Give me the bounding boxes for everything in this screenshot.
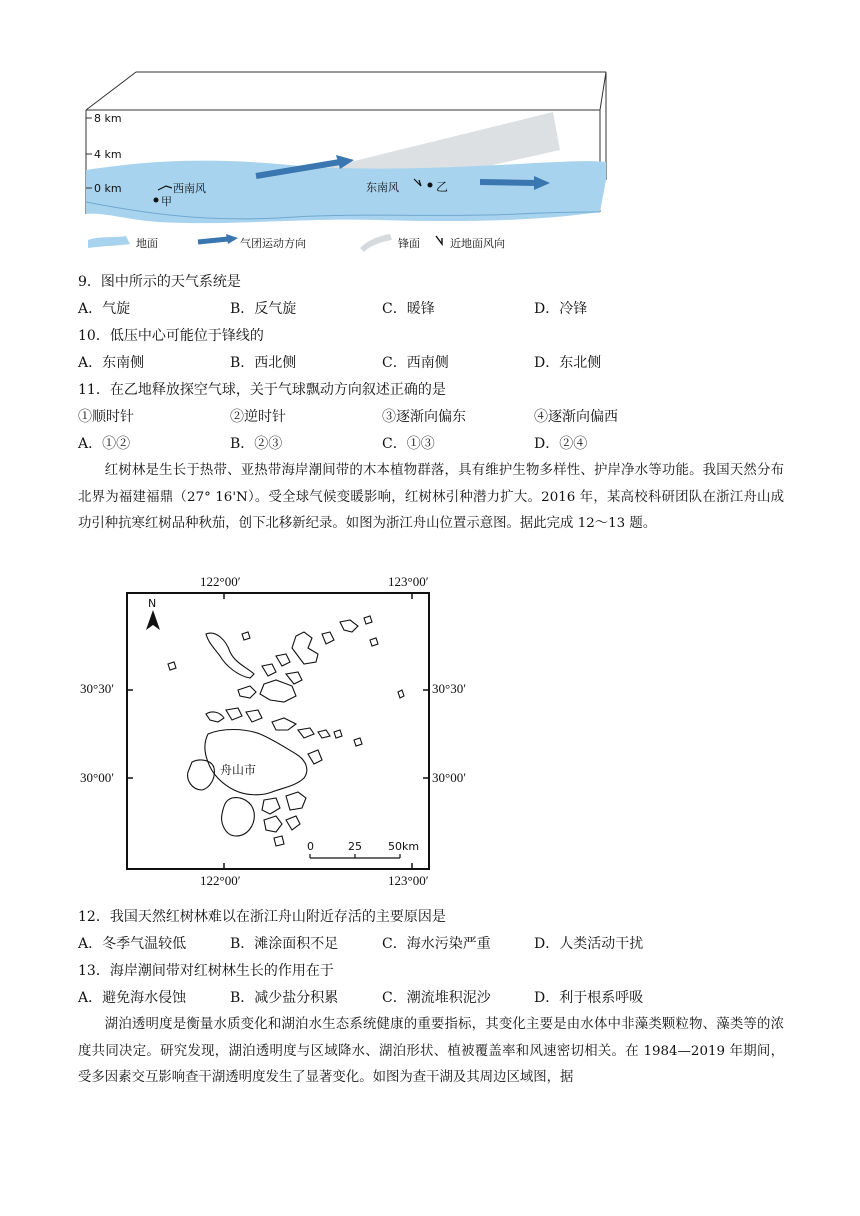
q13-option-a: A．避免海水侵蚀 bbox=[78, 990, 187, 1006]
q10-option-b: B．西北侧 bbox=[230, 355, 297, 371]
legend-ground-swatch bbox=[88, 236, 130, 248]
q11-option-c: C．①③ bbox=[382, 436, 435, 452]
q13-option-c: C．潮流堆积泥沙 bbox=[382, 990, 491, 1006]
q9-option-c: C．暖锋 bbox=[382, 301, 435, 317]
q11-option-b: B．②③ bbox=[230, 436, 283, 452]
q10-option-d: D．东北侧 bbox=[534, 355, 602, 371]
legend-airmass-swatch bbox=[198, 239, 228, 242]
zhoushan-map-frame bbox=[126, 592, 430, 870]
q9-option-b: B．反气旋 bbox=[230, 301, 297, 317]
scale-label-50km: 50km bbox=[388, 840, 420, 853]
city-label-zhoushan: 舟山市 bbox=[220, 763, 257, 777]
map-lon-left-top: 122°00′ bbox=[200, 574, 241, 589]
question-10-stem: 10．低压中心可能位于锋线的 bbox=[78, 328, 264, 344]
altitude-label-0km: 0 km bbox=[94, 182, 122, 195]
question-9-options bbox=[78, 299, 778, 319]
question-13-options bbox=[78, 988, 778, 1008]
map-lon-right-bottom: 123°00′ bbox=[388, 873, 429, 888]
q11-choice-1: ①顺时针 bbox=[78, 409, 134, 425]
q12-option-c: C．海水污染严重 bbox=[382, 936, 491, 952]
altitude-label-4km: 4 km bbox=[94, 148, 122, 161]
legend-wind-swatch bbox=[436, 236, 442, 244]
point-jia-marker bbox=[154, 198, 159, 203]
q12-option-a: A．冬季气温较低 bbox=[78, 936, 187, 952]
map-lon-right-top: 123°00′ bbox=[388, 574, 429, 589]
question-11-options bbox=[78, 434, 778, 454]
map-lat-bottom-left: 30°00′ bbox=[80, 770, 115, 785]
q12-option-b: B．滩涂面积不足 bbox=[230, 936, 339, 952]
map-lat-bottom-right: 30°00′ bbox=[432, 770, 467, 785]
north-label: N bbox=[148, 597, 157, 610]
legend-wind-label: 近地面风向 bbox=[450, 237, 505, 250]
q11-choice-3: ③逐渐向偏东 bbox=[382, 409, 466, 425]
wind-label-yi: 东南风 bbox=[366, 181, 399, 194]
figure-legend bbox=[88, 234, 505, 252]
q11-choice-4: ④逐渐向偏西 bbox=[534, 409, 618, 425]
question-12-options bbox=[78, 934, 778, 954]
q9-option-a: A．气旋 bbox=[78, 301, 131, 317]
q13-option-b: B．减少盐分积累 bbox=[230, 990, 339, 1006]
map-lat-top-right: 30°30′ bbox=[432, 681, 467, 696]
question-11-stem: 11．在乙地释放探空气球，关于气球飘动方向叙述正确的是 bbox=[78, 382, 446, 398]
q9-option-d: D．冷锋 bbox=[534, 301, 588, 317]
scale-label-25: 25 bbox=[348, 840, 362, 853]
altitude-label-8km: 8 km bbox=[94, 112, 122, 125]
legend-ground-label: 地面 bbox=[136, 237, 158, 250]
question-12-stem: 12．我国天然红树林难以在浙江舟山附近存活的主要原因是 bbox=[78, 909, 446, 925]
map-lon-left-bottom: 122°00′ bbox=[200, 873, 241, 888]
wind-label-jia: 西南风 bbox=[173, 182, 206, 195]
question-9-stem: 9．图中所示的天气系统是 bbox=[78, 274, 241, 290]
question-11-choices bbox=[78, 407, 778, 427]
q12-option-d: D．人类活动干扰 bbox=[534, 936, 644, 952]
point-yi-label: 乙 bbox=[436, 180, 449, 194]
legend-airmass-label: 气团运动方向 bbox=[240, 237, 306, 250]
legend-front-swatch bbox=[360, 234, 392, 252]
zhoushan-map bbox=[126, 592, 430, 870]
q11-option-a: A．①② bbox=[78, 436, 131, 452]
q13-option-d: D．利于根系呼吸 bbox=[534, 990, 644, 1006]
passage-lake-transparency: 湖泊透明度是衡量水质变化和湖泊水生态系统健康的重要指标，其变化主要是由水体中非藻类颗粒物、藻类等的浓度共同决定。研究发现，湖泊透明度与区域降水、湖泊形状、植被覆盖率和风速密切相关。在 1984—2019 年期间，受多因素交互影响查干湖透明度发生了显著变化。如图为查干湖及其周边区域图，据 bbox=[78, 1017, 784, 1085]
frontal-system-diagram bbox=[78, 62, 618, 254]
legend-front-label: 锋面 bbox=[398, 237, 420, 250]
point-jia-label: 甲 bbox=[161, 195, 172, 208]
q11-choice-2: ②逆时针 bbox=[230, 409, 286, 425]
question-13-stem: 13．海岸潮间带对红树林生长的作用在于 bbox=[78, 963, 334, 979]
frontal-system-figure bbox=[78, 62, 618, 254]
q10-option-c: C．西南侧 bbox=[382, 355, 449, 371]
scale-label-0: 0 bbox=[307, 840, 314, 853]
map-lat-top-left: 30°30′ bbox=[80, 681, 115, 696]
q11-option-d: D．②④ bbox=[534, 436, 588, 452]
question-10-options bbox=[78, 353, 778, 373]
q10-option-a: A．东南侧 bbox=[78, 355, 145, 371]
passage-mangrove: 红树林是生长于热带、亚热带海岸潮间带的木本植物群落，具有维护生物多样性、护岸净水等功能。我国天然分布北界为福建福鼎（27° 16'N）。受全球气候变暖影响，红树林引种潜力扩大。2016 年，某高校科研团队在浙江舟山成功引种抗寒红树品种秋茄，创下北移新纪录。如图为浙江舟山位置示意图。据此完成 12～13 题。 bbox=[78, 463, 784, 531]
point-yi-marker bbox=[428, 183, 433, 188]
